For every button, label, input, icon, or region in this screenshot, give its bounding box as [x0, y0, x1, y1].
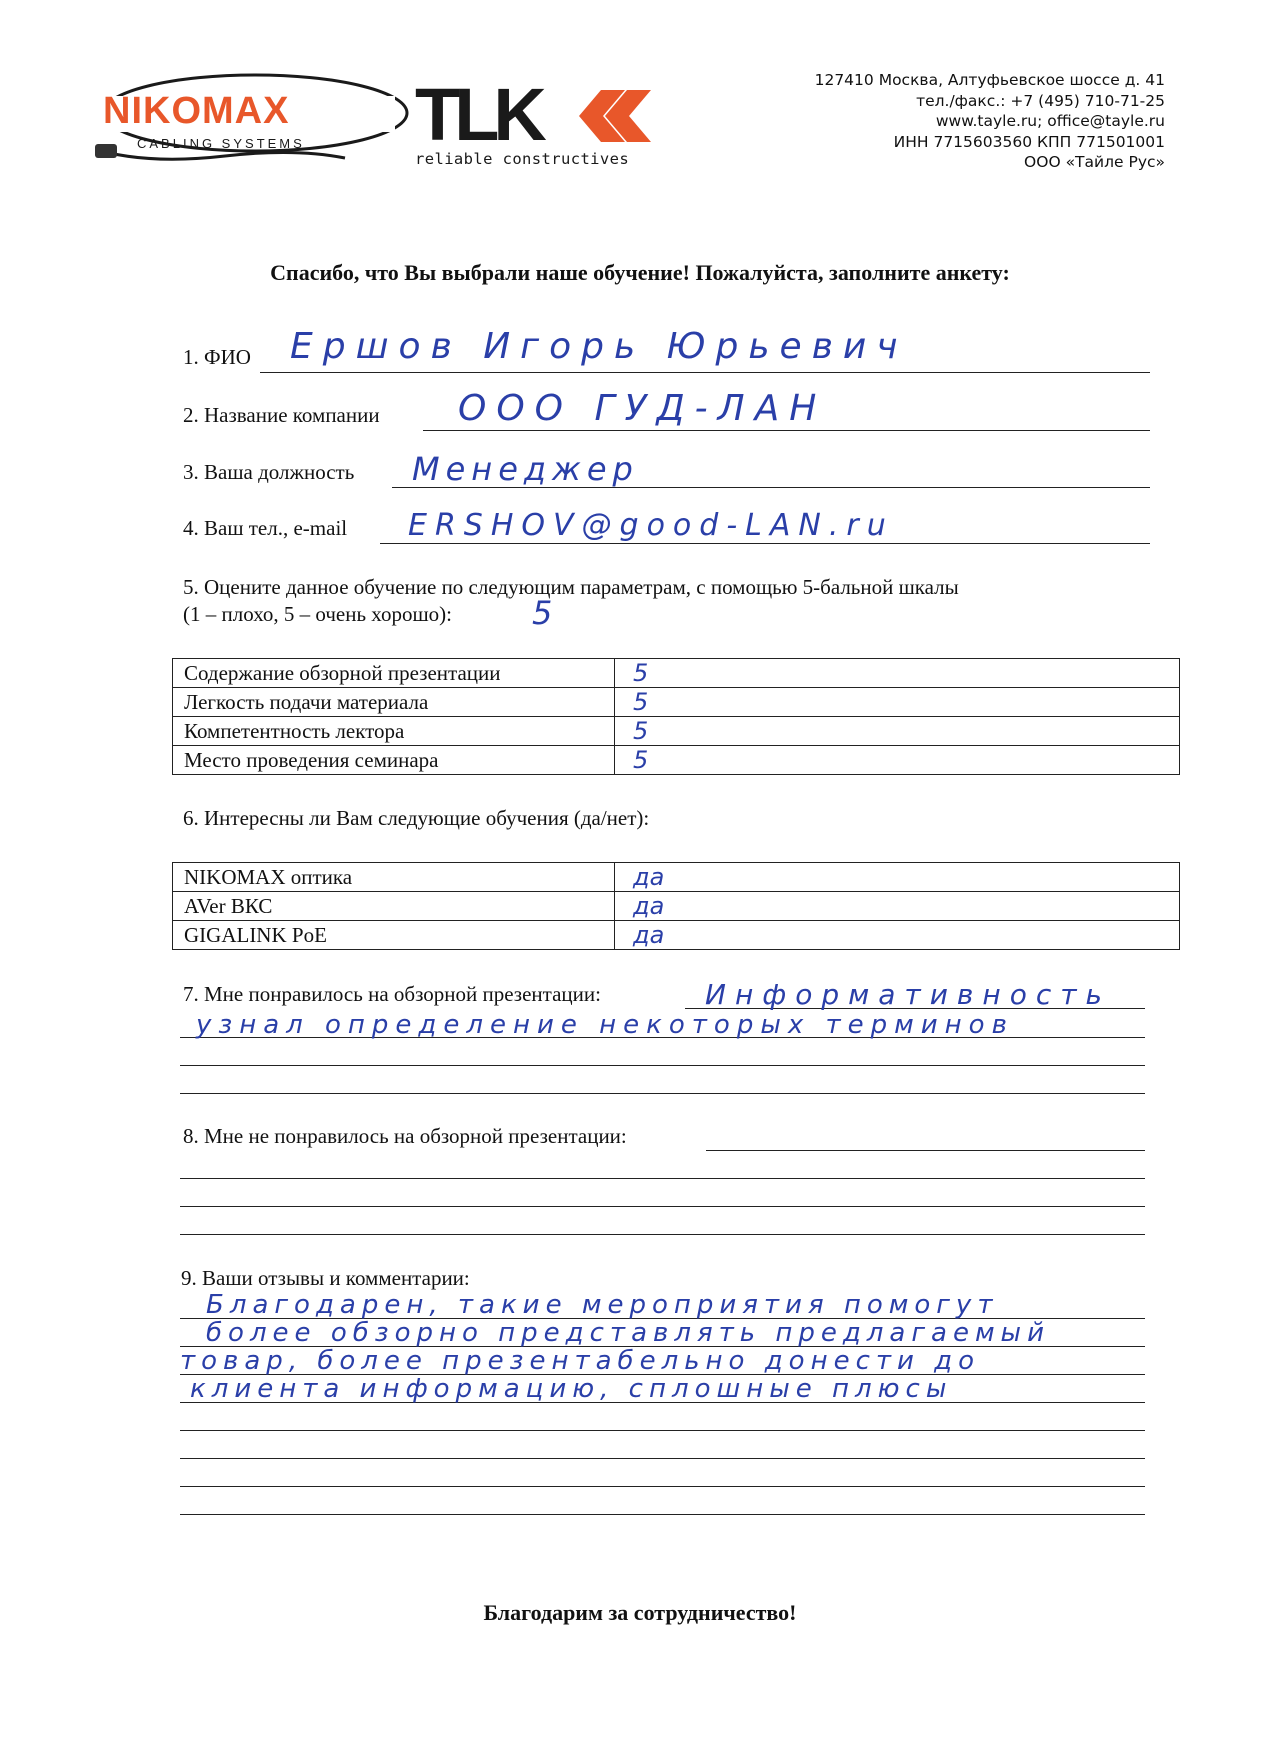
comments-answer-line[interactable]: Благодарен, такие мероприятия помогут	[206, 1290, 999, 1320]
comments-question: 9. Ваши отзывы и комментарии:	[181, 1266, 470, 1290]
interest-question: 6. Интересны ли Вам следующие обучения (да/нет):	[183, 806, 650, 830]
rating-table	[172, 658, 1180, 775]
interest-row-label: AVer ВКС	[173, 892, 615, 921]
position-field[interactable]: Менеджер	[412, 450, 639, 488]
rating-row-value[interactable]: 5	[615, 717, 1180, 746]
rating-question: 5. Оцените данное обучение по следующим параметрам, с помощью 5-бальной шкалы	[183, 575, 959, 599]
interest-row-label: GIGALINK PoE	[173, 921, 615, 950]
rating-row-value[interactable]: 5	[615, 688, 1180, 717]
company-label: 2. Название компании	[183, 403, 380, 427]
tlk-logo-tagline: reliable constructives	[415, 150, 630, 168]
answer-line	[180, 1206, 1145, 1207]
table-row	[173, 717, 1180, 746]
interest-row-value[interactable]: да	[615, 863, 1180, 892]
company-field[interactable]: ООО ГУД-ЛАН	[458, 388, 827, 429]
answer-line	[180, 1458, 1145, 1459]
liked-question: 7. Мне понравилось на обзорной презентации:	[183, 982, 601, 1006]
footer-thanks: Благодарим за сотрудничество!	[483, 1600, 797, 1625]
contact-label: 4. Ваш тел., e-mail	[183, 516, 348, 540]
fio-label: 1. ФИО	[183, 345, 251, 369]
page-title: Спасибо, что Вы выбрали наше обучение! Пожалуйста, заполните анкету:	[270, 260, 1010, 285]
fio-field[interactable]: Ершов Игорь Юрьевич	[290, 326, 908, 367]
liked-answer-line[interactable]: узнал определение некоторых терминов	[196, 1010, 1014, 1040]
rating-row-label: Место проведения семинара	[173, 746, 615, 775]
answer-line	[180, 1234, 1145, 1235]
answer-line	[180, 1093, 1145, 1094]
interest-table	[172, 862, 1180, 950]
answer-line	[180, 1065, 1145, 1066]
answer-line	[180, 1514, 1145, 1515]
address-line: 127410 Москва, Алтуфьевское шоссе д. 41	[814, 71, 1165, 89]
table-row	[173, 659, 1180, 688]
answer-line	[180, 1178, 1145, 1179]
rating-scale-hint: (1 – плохо, 5 – очень хорошо):	[183, 602, 452, 626]
nikomax-logo	[95, 68, 415, 168]
table-row	[173, 921, 1180, 950]
table-row	[173, 746, 1180, 775]
disliked-question: 8. Мне не понравилось на обзорной презентации:	[183, 1124, 627, 1148]
company-address	[815, 70, 1165, 173]
answer-line	[706, 1150, 1145, 1151]
nikomax-logo-text: NIKOMAX	[103, 90, 290, 132]
table-row	[173, 863, 1180, 892]
comments-answer-line[interactable]: более обзорно представлять предлагаемый	[206, 1318, 1050, 1348]
comments-answer-line[interactable]: клиента информацию, сплошные плюсы	[190, 1374, 953, 1404]
rating-row-label: Содержание обзорной презентации	[173, 659, 615, 688]
rating-row-label: Компетентность лектора	[173, 717, 615, 746]
company-underline	[423, 430, 1150, 431]
company-name-line: ООО «Тайле Рус»	[1024, 153, 1165, 171]
tax-id-line: ИНН 7715603560 КПП 771501001	[893, 132, 1165, 151]
interest-row-value[interactable]: да	[615, 921, 1180, 950]
answer-line	[180, 1486, 1145, 1487]
tlk-logo	[415, 82, 670, 168]
contact-field[interactable]: ERSHOV@good-LAN.ru	[408, 508, 894, 543]
table-row	[173, 892, 1180, 921]
interest-row-value[interactable]: да	[615, 892, 1180, 921]
rating-row-label: Легкость подачи материала	[173, 688, 615, 717]
tlk-logo-text: TLK	[415, 82, 541, 156]
rating-row-value[interactable]: 5	[615, 746, 1180, 775]
table-row	[173, 688, 1180, 717]
rating-row-value[interactable]: 5	[615, 659, 1180, 688]
fio-underline	[260, 372, 1150, 373]
overall-rating-value[interactable]: 5	[532, 594, 557, 632]
answer-line	[180, 1430, 1145, 1431]
phone-line: тел./факс.: +7 (495) 710-71-25	[916, 91, 1165, 110]
interest-row-label: NIKOMAX оптика	[173, 863, 615, 892]
contact-underline	[380, 543, 1150, 544]
nikomax-logo-tagline: CABLING SYSTEMS	[137, 136, 305, 151]
web-email-line: www.tayle.ru; office@tayle.ru	[935, 112, 1165, 130]
position-label: 3. Ваша должность	[183, 460, 355, 484]
comments-answer-line[interactable]: товар, более презентабельно донести до	[180, 1346, 981, 1376]
liked-answer-line[interactable]: Информативность	[705, 978, 1112, 1011]
